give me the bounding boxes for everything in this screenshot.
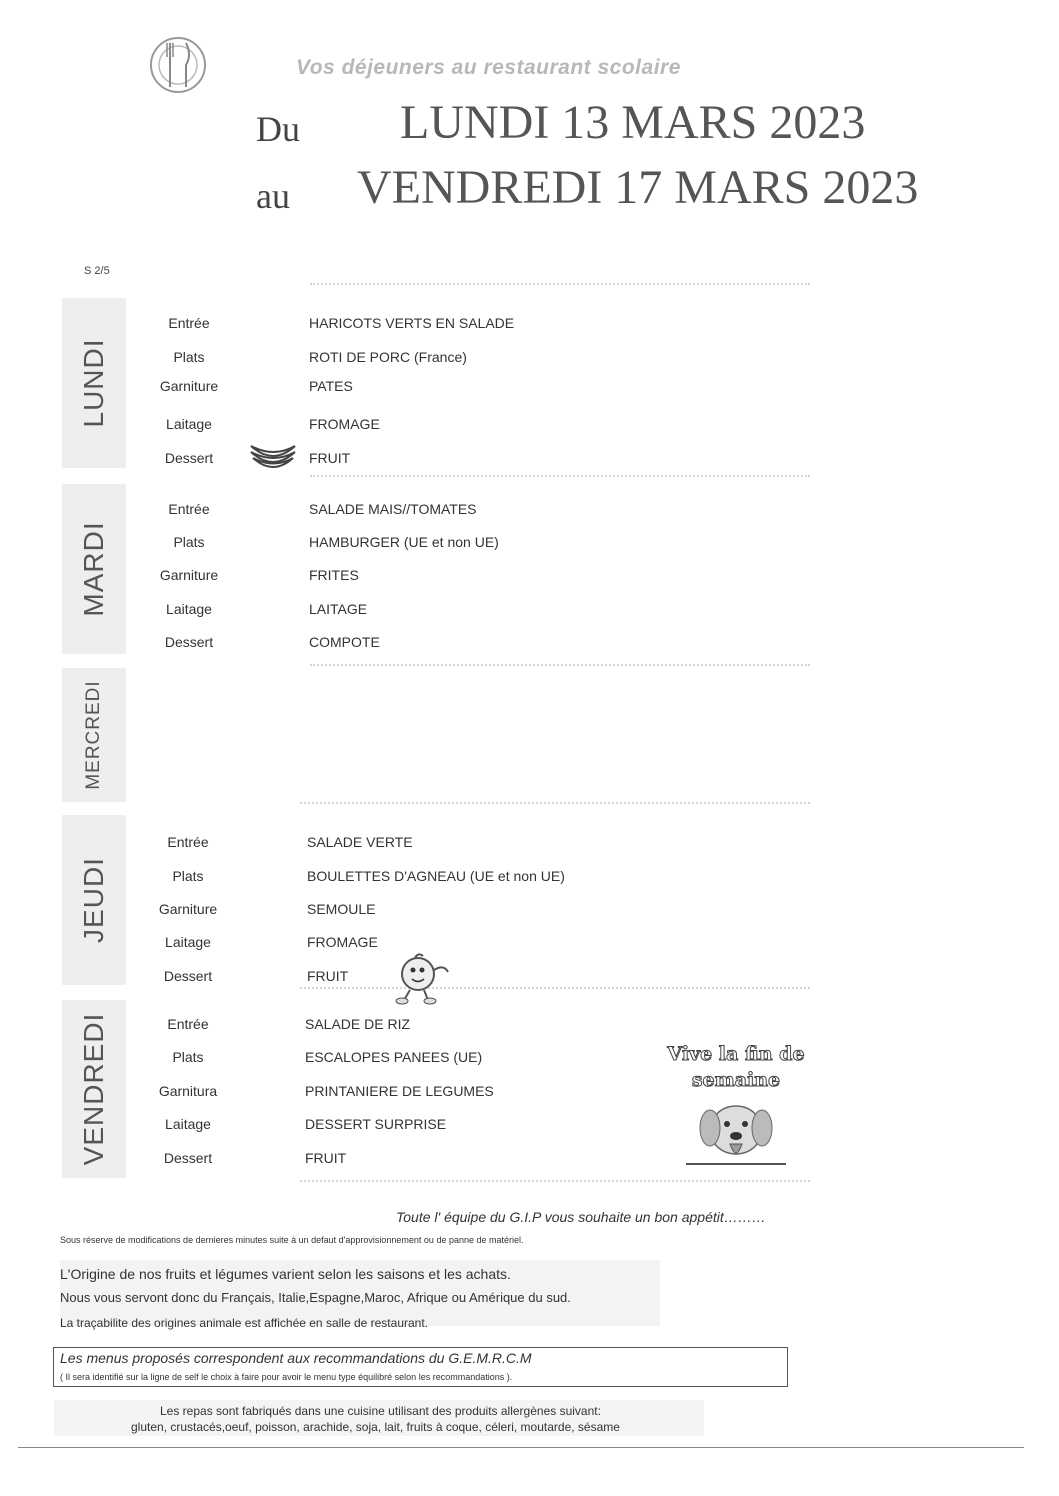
menu-label: Dessert <box>163 968 213 984</box>
menu-label: Entrée <box>167 1016 209 1032</box>
menu-label: Laitage <box>165 934 211 950</box>
date-to-prefix: au <box>256 176 290 216</box>
separator <box>300 1180 810 1182</box>
menu-value: FRUIT <box>307 968 349 984</box>
menu-label: Garniture <box>159 378 219 394</box>
menu-value: HARICOTS VERTS EN SALADE <box>309 315 515 331</box>
origin-line3: La traçabilite des origines animale est affichée en salle de restaurant. <box>60 1316 428 1330</box>
allergens-line2: gluten, crustacés,oeuf, poisson, arachide, soja, lait, fruits à coque, céleri, moutarde, sésame <box>131 1420 620 1434</box>
recommendation-line1: Les menus proposés correspondent aux recommandations du G.E.M.R.C.M <box>60 1350 532 1366</box>
menu-label: Garniture <box>158 901 218 917</box>
date-from: LUNDI 13 MARS 2023 <box>400 96 866 149</box>
menu-value: SALADE VERTE <box>307 834 413 850</box>
promo-line2: semaine <box>691 1069 781 1091</box>
menu-label: Plats <box>172 1049 204 1065</box>
bottom-rule <box>18 1447 1024 1448</box>
day-label-mercredi: MERCREDI <box>62 668 126 802</box>
day-label-jeudi: JEUDI <box>62 815 126 985</box>
menu-label: Dessert <box>163 1150 213 1166</box>
menu-value: DESSERT SURPRISE <box>305 1116 447 1132</box>
menu-value: ROTI DE PORC (France) <box>309 349 467 365</box>
menu-label: Entrée <box>168 315 210 331</box>
menu-value: ESCALOPES PANEES (UE) <box>305 1049 483 1065</box>
separator <box>310 664 810 666</box>
separator <box>310 475 810 477</box>
menu-value: LAITAGE <box>309 601 368 617</box>
separator <box>300 987 810 989</box>
menu-value: FRUIT <box>305 1150 347 1166</box>
origin-line2: Nous vous servont donc du Français, Italie,Espagne,Maroc, Afrique ou Amérique du sud. <box>60 1290 571 1305</box>
menu-label: Laitage <box>165 1116 211 1132</box>
page-subtitle: Vos déjeuners au restaurant scolaire <box>296 56 681 79</box>
menu-value: SALADE MAIS//TOMATES <box>309 501 477 517</box>
menu-value: PRINTANIERE DE LEGUMES <box>305 1083 494 1099</box>
disclaimer-text: Sous réserve de modifications de dernieres minutes suite à un defaut d'approvisionnement ou de panne de matériel. <box>60 1235 524 1245</box>
menu-label: Plats <box>172 868 204 884</box>
menu-value: SALADE DE RIZ <box>305 1016 411 1032</box>
allergens-line1: Les repas sont fabriqués dans une cuisine utilisant des produits allergènes suivant: <box>160 1404 601 1418</box>
separator <box>310 283 810 285</box>
menu-value: SEMOULE <box>307 901 376 917</box>
recommendation-line2: ( Il sera identifié sur la ligne de self le choix à faire pour avoir le menu type équilibré selon les recommandations ). <box>60 1372 513 1382</box>
menu-value: BOULETTES D'AGNEAU (UE et non UE) <box>307 868 565 884</box>
orange-mascot-icon <box>388 950 458 1006</box>
plate-fork-knife-icon <box>148 35 208 95</box>
menu-label: Entrée <box>167 834 209 850</box>
wishes-text: Toute l' équipe du G.I.P vous souhaite un bon appétit……… <box>396 1209 766 1225</box>
separator <box>300 802 810 804</box>
menu-label: Garniture <box>159 567 219 583</box>
menu-value: FROMAGE <box>307 934 378 950</box>
day-label-mardi: MARDI <box>62 484 126 654</box>
menu-value: FRUIT <box>309 450 351 466</box>
origin-line1: L'Origine de nos fruits et légumes varient selon les saisons et les achats. <box>60 1266 511 1282</box>
banana-icon <box>248 438 298 470</box>
menu-value: FROMAGE <box>309 416 380 432</box>
day-label-vendredi: VENDREDI <box>62 1000 126 1178</box>
menu-label: Laitage <box>166 601 212 617</box>
date-to: VENDREDI 17 MARS 2023 <box>357 161 919 214</box>
day-label-lundi: LUNDI <box>62 298 126 468</box>
menu-value: FRITES <box>309 567 359 583</box>
week-code: S 2/5 <box>84 265 110 277</box>
weekend-promo <box>636 1040 836 1172</box>
menu-label: Plats <box>173 349 205 365</box>
menu-label: Plats <box>173 534 205 550</box>
menu-value: PATES <box>309 378 353 394</box>
dog-icon <box>684 1094 788 1168</box>
menu-label: Dessert <box>164 450 214 466</box>
menu-value: COMPOTE <box>309 634 380 650</box>
promo-line1: Vive la fin de <box>667 1043 805 1065</box>
menu-label: Entrée <box>168 501 210 517</box>
menu-label: Dessert <box>164 634 214 650</box>
menu-label: Laitage <box>166 416 212 432</box>
menu-label: Garnitura <box>158 1083 218 1099</box>
date-from-prefix: Du <box>256 109 300 149</box>
menu-value: HAMBURGER (UE et non UE) <box>309 534 499 550</box>
